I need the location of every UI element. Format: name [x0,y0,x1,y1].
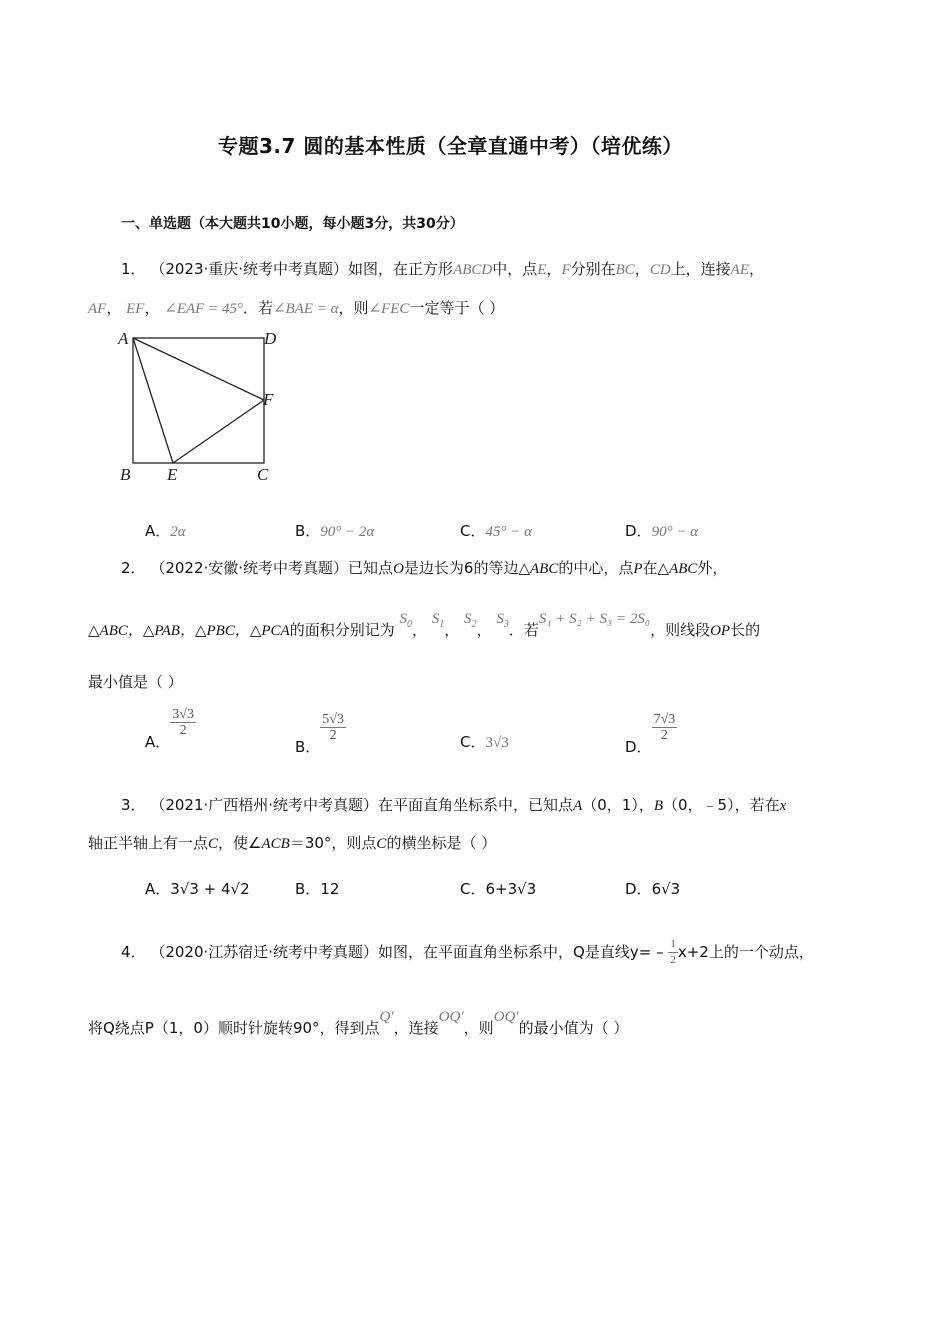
option-value: 6+3√3 [485,880,537,898]
section-heading: 一、单选题（本大题共10小题，每小题3分，共30分） [121,216,464,232]
math-bc: BC [615,262,635,278]
option-label: C． [460,880,486,898]
option-d[interactable] [625,520,698,541]
math-cd: CD [649,262,671,278]
question-4-line-2 [88,1009,629,1038]
option-label: D． [625,522,652,540]
math-oq-prime: OQ′ [438,1009,464,1025]
fraction: $\frac{7√3}{2}$ [653,712,676,743]
math-abc: ABC [530,561,559,577]
option-c[interactable] [460,520,532,541]
question-number: 2． [121,559,146,577]
punct: ， [106,299,122,317]
option-c[interactable] [460,878,536,899]
question-4-line-1 [121,937,814,968]
math-c: C [376,836,387,852]
option-value: 12 [320,880,340,898]
question-text: ，则 [463,1019,494,1037]
option-label: D． [625,738,652,756]
math-s2: $S_2$ [464,611,477,630]
math-acb: ACB [261,836,290,852]
math-a: A [573,798,583,814]
option-a[interactable] [145,707,196,752]
math-q-prime: Q′ [379,1009,394,1025]
question-text: 一定等于（ ） [409,299,505,317]
option-label: C． [460,733,486,751]
option-b[interactable] [295,520,374,541]
question-text: （0，﹣5），若在 [663,796,780,814]
question-text: 在平面直角坐标系中，已知点 [378,796,574,814]
punct: ， [144,299,160,317]
option-value: 3√3 + 4√2 [170,880,250,898]
option-value: 3√3 [485,735,509,751]
math-b: B [653,798,663,814]
question-text: 长的 [730,621,761,639]
fraction: $\frac{5√3}{2}$ [322,712,344,743]
option-label: B． [295,738,321,756]
math-op: OP [710,623,731,639]
option-value: 90° − 2α [320,524,375,540]
math-af: AF [88,301,107,317]
question-3-line-1 [121,794,786,815]
punct: ， [546,260,562,278]
math-angle-bae: ∠BAE = α [272,301,339,317]
math-s1: $S_1$ [431,611,445,630]
question-text: 如图，在正方形 [348,260,454,278]
question-text: 的最小值为（ ） [518,1019,629,1037]
question-text: ＝30°，则点 [289,834,377,852]
option-label: B． [295,522,321,540]
math-ef: EF [126,301,145,317]
square-figure [110,325,290,490]
question-number: 3． [121,796,146,814]
label-d: D [264,329,277,348]
question-text: 的中心，点 [558,559,634,577]
option-value: 6√3 [651,880,681,898]
option-label: A． [145,522,171,540]
question-1-line-1 [121,258,764,279]
question-text: ．若 [242,299,273,317]
question-text: x+2上的一个动点， [677,943,814,961]
question-number: 4． [121,943,146,961]
math-abcd: ABCD [453,262,493,278]
question-text: 是边长为6的等边△ [403,559,530,577]
question-text: 中，点 [492,260,538,278]
label-f: F [263,390,274,409]
option-c[interactable] [460,731,509,752]
segment-af [133,338,264,400]
question-text: ，则 [338,299,369,317]
segment-ef [173,400,264,463]
option-a[interactable] [145,520,186,541]
option-label: B． [295,880,321,898]
question-text: 分别在 [570,260,616,278]
question-3-line-2 [88,832,496,853]
segment-ae [133,338,173,463]
page-title: 专题3.7 圆的基本性质（全章直通中考）（培优练） [218,134,683,158]
fraction: $\frac{3√3}{2}$ [172,707,194,738]
option-value: 45° − α [485,524,532,540]
option-value: 2α [170,524,186,540]
math-s0: $S_0$ [399,611,412,630]
math-triangles: △ABC，△PAB，△PBC，△PCA [88,623,290,639]
question-text: ，连接 [393,1019,439,1037]
math-oq-prime: OQ′ [493,1009,519,1025]
question-text: 已知点 [348,559,394,577]
question-text: 的面积分别记为 [289,621,395,639]
question-source: （2020·江苏宿迁·统考中考真题） [150,943,379,961]
question-text: 在△ [642,559,670,577]
question-text: ，使∠ [218,834,262,852]
question-source: （2023·重庆·统考中考真题） [150,260,349,278]
option-value: 90° − α [651,524,699,540]
math-p: P [633,561,643,577]
math-e: E [537,262,547,278]
question-text: ．若 [508,621,539,639]
math-o: O [393,561,404,577]
math-c: C [208,836,219,852]
math-ae: AE [730,262,749,278]
question-1-line-2 [88,297,504,318]
question-text: ，则线段 [650,621,711,639]
math-abc: ABC [669,561,698,577]
label-b: B [120,465,131,484]
option-label: A． [145,733,171,751]
option-d[interactable] [625,878,680,899]
math-angle-eaf: ∠EAF = 45° [164,301,243,317]
option-d[interactable] [625,712,677,757]
question-source: （2021·广西梧州·统考中考真题） [150,796,379,814]
option-a[interactable] [145,878,250,899]
label-c: C [257,465,269,484]
question-number: 1． [121,260,146,278]
math-angle-fec: ∠FEC [368,301,410,317]
question-text: 外， [697,559,728,577]
punct: ， [634,260,650,278]
math-equation: S₁ + S₂ + S₃ = 2S₀ [538,611,651,627]
question-text: 如图，在平面直角坐标系中，Q是直线y= – [378,943,664,961]
fraction-half: $\frac{1}{2}$ [670,938,676,966]
question-text: （0，1）， [582,796,654,814]
math-x: x [779,798,787,814]
question-2-line-1 [121,557,727,578]
question-text: 上，连接 [670,260,731,278]
question-text: 的横坐标是（ ） [386,834,497,852]
option-label: C． [460,522,486,540]
option-label: A． [145,880,171,898]
question-source: （2022·安徽·统考中考真题） [150,559,349,577]
option-b[interactable] [295,712,346,757]
label-a: A [118,329,129,348]
question-text: 将Q绕点P（1，0）顺时针旋转90°，得到点 [88,1019,380,1037]
question-text: 轴正半轴上有一点 [88,834,209,852]
punct: ， [749,260,765,278]
question-2-line-3: 最小值是（ ） [88,673,183,691]
math-f: F [561,262,571,278]
label-e: E [167,465,178,484]
option-b[interactable] [295,878,339,899]
question-2-line-2: △ABC，△PAB，△PBC，△PCA的面积分别记为 $S_0$， $S_1$， $S_2$， $S_3$．若S₁ + S₂ + S₃ = 2S₀，则线段OP长的 [88,611,761,639]
math-s3: $S_3$ [496,611,509,630]
option-label: D． [625,880,652,898]
